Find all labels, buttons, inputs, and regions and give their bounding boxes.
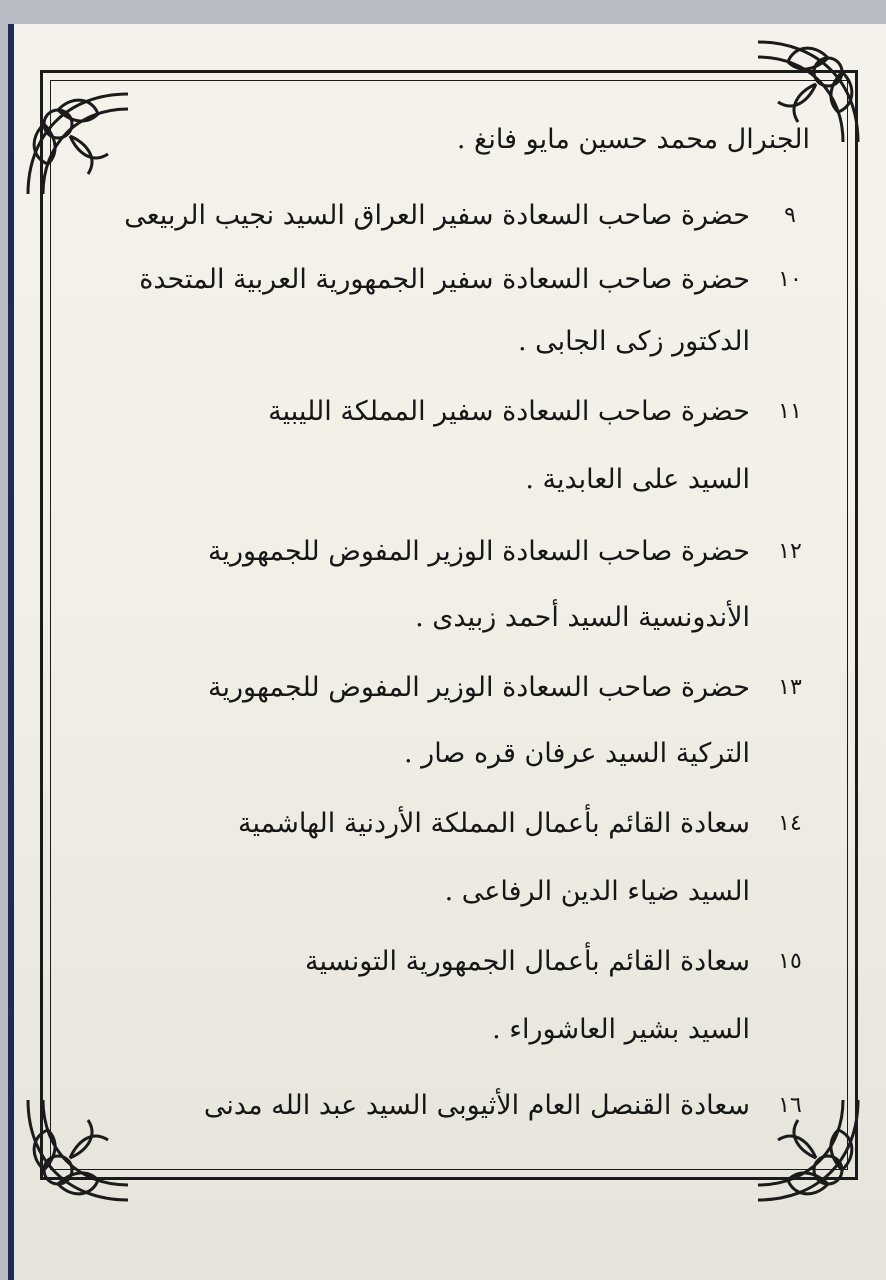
entry-text: الجنرال محمد حسين مايو فانغ . [456,124,810,155]
list-item-continuation [70,732,810,776]
entry-text: التركية السيد عرفان قره صار . [404,738,750,769]
entry-number: ١٦ [778,1093,802,1118]
entry-text: حضرة صاحب السعادة سفير المملكة الليبية [268,396,750,427]
entry-text: سعادة القائم بأعمال المملكة الأردنية الهاشمية [238,808,750,839]
entry-text: السيد على العابدية . [525,464,750,495]
entry-text: حضرة صاحب السعادة الوزير المفوض للجمهورية [208,536,750,567]
list-item [70,258,810,302]
entry-number: ١٥ [778,949,802,974]
list-item [70,194,810,238]
page-binding-edge [8,24,14,1280]
entry-text: حضرة صاحب السعادة الوزير المفوض للجمهورية [208,672,750,703]
list-item-continuation [70,596,810,640]
list-item [70,666,810,710]
list-item-continuation [70,870,810,914]
list-item [70,390,810,434]
entry-text: سعادة القنصل العام الأثيوبى السيد عبد الله مدنى [203,1090,750,1121]
list-item-continuation [70,320,810,364]
entry-text: حضرة صاحب السعادة سفير العراق السيد نجيب الربيعى [124,200,750,231]
entry-number: ١٣ [778,675,802,700]
entry-text: السيد ضياء الدين الرفاعى . [444,876,750,907]
entry-text: السيد بشير العاشوراء . [492,1014,750,1045]
list-item [70,1084,810,1128]
list-item [70,940,810,984]
list-item [70,530,810,574]
entry-number: ١٢ [778,539,802,564]
entry-text: حضرة صاحب السعادة سفير الجمهورية العربية المتحدة [139,264,750,295]
entry-number: ١٠ [778,267,802,292]
entry-number: ١٤ [778,811,802,836]
entry-text: الأندونسية السيد أحمد زبيدى . [415,602,750,633]
entry-text: الدكتور زكى الجابى . [517,326,750,357]
entry-number: ٩ [784,203,796,228]
entry-number: ١١ [778,399,802,424]
list-item-continuation [70,1008,810,1052]
list-item-continuation [70,458,810,502]
list-item [70,118,810,162]
entry-text: سعادة القائم بأعمال الجمهورية التونسية [304,946,750,977]
list-item [70,802,810,846]
